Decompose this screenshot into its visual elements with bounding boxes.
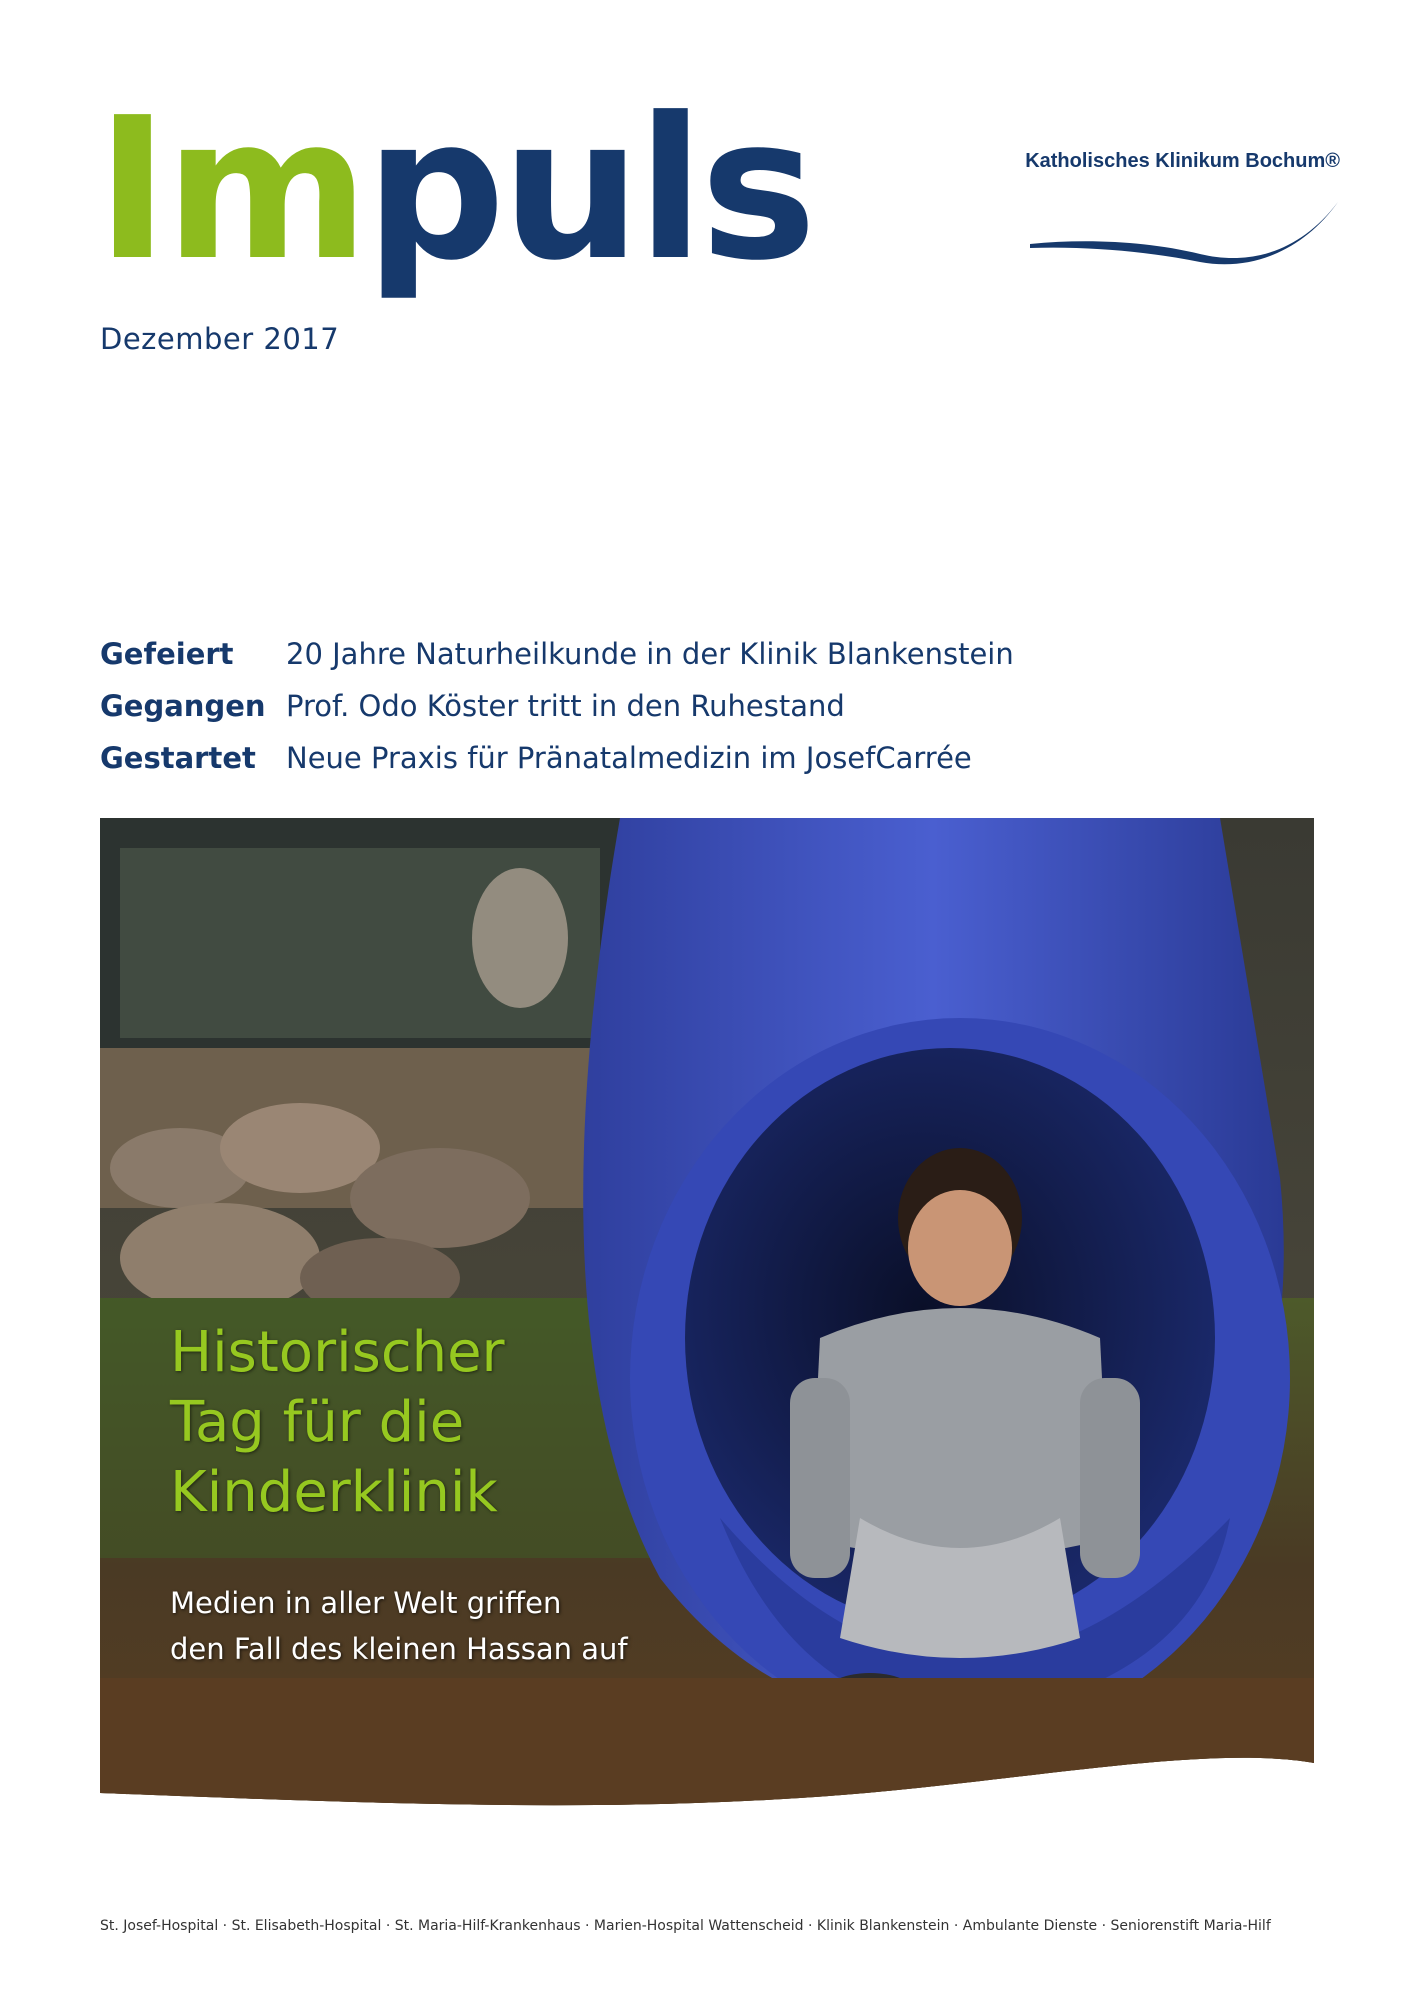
cover-subheadline — [170, 1580, 628, 1672]
teaser-text: 20 Jahre Naturheilkunde in der Klinik Blankenstein — [286, 637, 1014, 671]
teaser-label: Gestartet — [100, 741, 256, 775]
teaser-list — [100, 628, 1300, 784]
cover-photo — [100, 818, 1314, 1838]
logo-part-green: Im — [96, 76, 366, 304]
subheadline-line: Medien in aller Welt griffen — [170, 1586, 562, 1620]
wave-swoosh-icon — [1030, 202, 1340, 272]
headline-line: Kinderklinik — [170, 1460, 498, 1525]
logo-part-blue: puls — [365, 76, 813, 304]
publisher-name: Katholisches Klinikum Bochum® — [1025, 150, 1340, 172]
teaser-row[interactable] — [100, 732, 1300, 784]
teaser-label: Gefeiert — [100, 637, 234, 671]
footer-locations: St. Josef-Hospital · St. Elisabeth-Hospital · St. Maria-Hilf-Krankenhaus · Marien-Hospital Wattenscheid · Klinik Blankenstein · Ambulante Dienste · Seniorenstift Maria-Hilf — [100, 1918, 1271, 1934]
teaser-row[interactable] — [100, 680, 1300, 732]
teaser-text: Prof. Odo Köster tritt in den Ruhestand — [286, 689, 845, 723]
headline-line: Tag für die — [170, 1390, 465, 1455]
subheadline-line: den Fall des kleinen Hassan auf — [170, 1632, 628, 1666]
teaser-text: Neue Praxis für Pränatalmedizin im JosefCarrée — [286, 741, 972, 775]
teaser-row[interactable] — [100, 628, 1300, 680]
issue-date: Dezember 2017 — [100, 322, 340, 356]
cover-headline[interactable] — [170, 1318, 505, 1528]
masthead — [0, 0, 1414, 420]
publisher-logo — [1000, 150, 1340, 300]
teaser-label: Gegangen — [100, 689, 266, 723]
headline-line: Historischer — [170, 1320, 505, 1385]
